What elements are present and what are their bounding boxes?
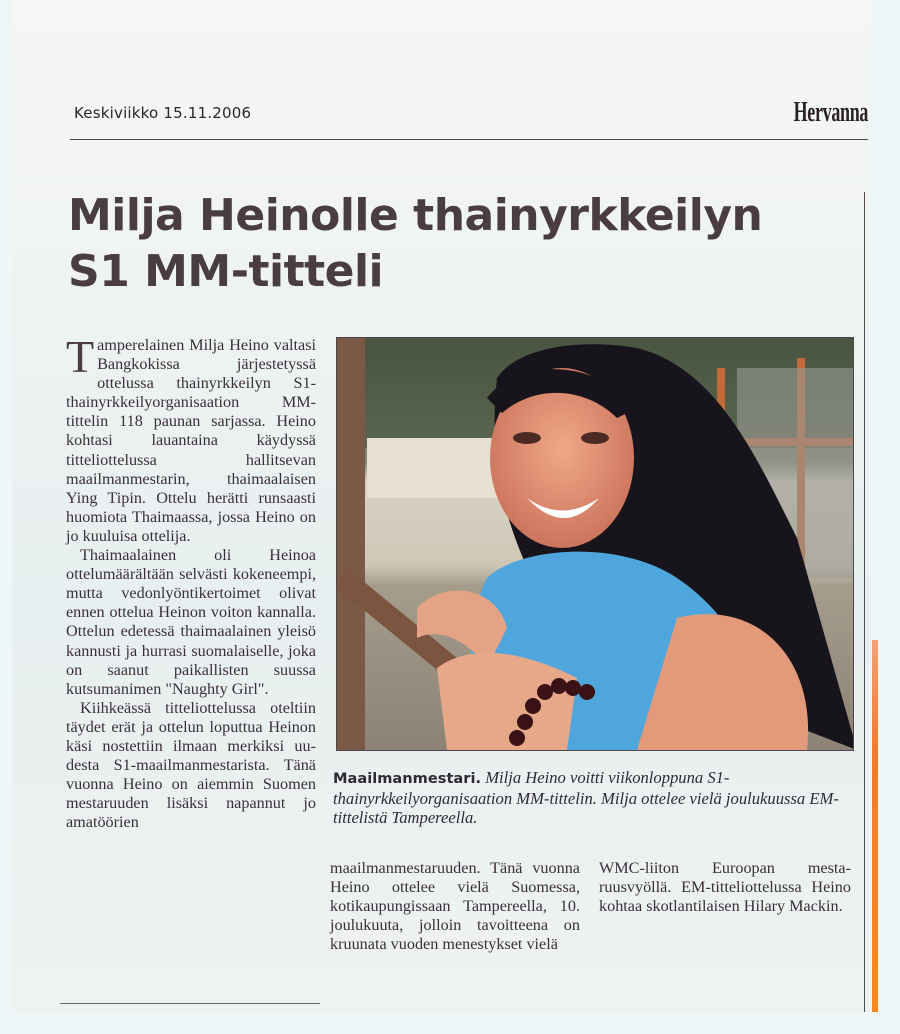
article-photo: [336, 337, 854, 751]
paragraph-3: Kiihkeässä titteliottelussa oteltiin täydet erät ja ottelun loputtua Heinon käsi nostettiin ilmaan merkiksi uudesta S1-maailmanmestarista. Tänä vuonna Heino on aiemmin Suomen mestaruuden lisäksi napannut jo amatöörien: [66, 698, 316, 832]
photo-caption: [333, 768, 855, 828]
header-divider: [70, 139, 868, 140]
page-edge-stripe: [872, 640, 878, 1012]
headline: [68, 188, 858, 300]
article-column-2: [330, 859, 580, 954]
footer-divider: [60, 1003, 320, 1004]
column-2-text: maailmanmestaruuden. Tänä vuonna Heino ottelee vielä Suomessa, kotikaupungissaan Tampereella, 10. joulukuuta, jolloin tavoitteena on kruunata vuoden menestykset vielä: [330, 859, 580, 954]
paragraph-1: [66, 331, 316, 546]
drop-cap: T: [66, 331, 95, 382]
headline-line-2: S1 MM-titteli: [68, 246, 384, 297]
column-rule: [864, 192, 865, 1012]
article-column-1: [66, 331, 316, 832]
dateline: Keskiviikko 15.11.2006: [74, 104, 252, 122]
paragraph-2: Thaimaalainen oli Heinoa ottelumäärältään selvästi kokeneempi, mutta vedonlyöntikertoimet olivat ennen ottelua Heinon voiton kannalla. Ottelun edetessä thaimaalainen yleisö kannusti ja hurrasi suomalaiselle, joka on saanut paikallisten suussa kutsumanimen "Naughty Girl".: [66, 546, 316, 698]
caption-lead: Maailmanmestari.: [333, 770, 482, 787]
paragraph-1-text: amperelainen Milja Heino valtasi Bangkokissa järjestetyssä ottelussa thainyrkkeilyn S1-thainyrkkeilyorganisaation MM-tittelin 118 paunan sarjassa. Heino kohtasi lauantaina käydyssä titteliottelussa hallitsevan maailmanmestarin, thaimaalaisen Ying Tipin. Ottelu herätti runsaasti huomiota Thaimaassa, jossa Heino on jo kuuluisa ottelija.: [66, 336, 316, 545]
photo-portrait-icon: [337, 338, 853, 750]
caption-body: Milja Heino voitti viikonloppuna S1-thainyrkkeilyorganisaation MM-tittelin. Milja ottelee vielä joulukuussa EM-tittelistä Tampereella.: [333, 768, 839, 827]
headline-line-1: Milja Heinolle thainyrkkeilyn: [68, 190, 763, 241]
masthead: Hervanna: [793, 96, 868, 128]
article-column-3: [599, 859, 851, 916]
column-3-text: WMC-liiton Euroopan mestaruusvyöllä. EM-titteliottelussa Heino kohtaa skotlantilaisen Hilary Mackin.: [599, 859, 851, 916]
